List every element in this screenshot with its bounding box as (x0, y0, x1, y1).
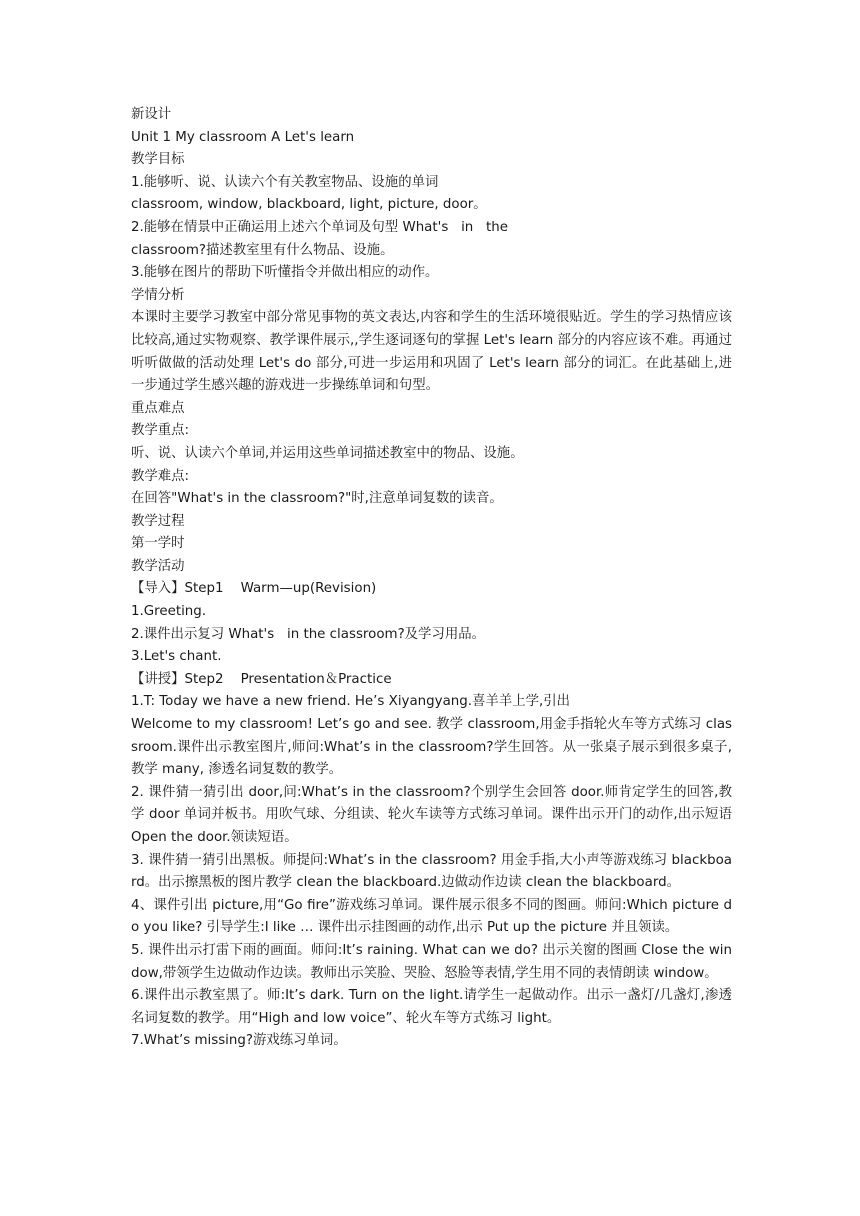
step-2-item-1-line-1: 1.T: Today we have a new friend. He’s Xiyangyang.喜羊羊上学,引出 (131, 694, 571, 710)
analysis-heading: 学情分析 (131, 287, 185, 303)
step-2-item-1-body: Welcome to my classroom! Let’s go and see. 教学 classroom,用金手指轮火车等方式练习 classroom.课件出示教室图片,师问:What’s in the classroom?学生回答。从一张桌子展示到很多桌子,教学 many, 渗透名词复数的教学。 (131, 717, 732, 778)
step-1-item-3: 3.Let's chant. (131, 649, 222, 665)
step-2-item-4: 4、课件引出 picture,用“Go fire”游戏练习单词。课件展示很多不同的图画。师问:Which picture do you like? 引导学生:I like … 课件出示挂图画的动作,出示 Put up the picture 并且领读。 (131, 897, 732, 936)
activities-heading: 教学活动 (131, 558, 185, 574)
keypoints-heading: 重点难点 (131, 400, 185, 416)
analysis-paragraph: 本课时主要学习教室中部分常见事物的英文表达,内容和学生的生活环境很贴近。学生的学习热情应该比较高,通过实物观察、教学课件展示,,学生逐词逐句的掌握 Let's learn 部分的内容应该不难。再通过听听做做的活动处理 Let's do 部分,可进一步运用和巩固了 Let's learn 部分的词汇。在此基础上,进一步通过学生感兴趣的游戏进一步操练单词和句型。 (131, 310, 732, 394)
unit-title: Unit 1 My classroom A Let's learn (131, 129, 355, 145)
process-heading: 教学过程 (131, 513, 185, 529)
period-label: 第一学时 (131, 536, 185, 552)
step-2-item-7: 7.What’s missing?游戏练习单词。 (131, 1033, 347, 1049)
doc-title: 新设计 (131, 107, 172, 122)
step-2-item-2: 2. 课件猜一猜引出 door,问:What’s in the classroom?个别学生会回答 door.师肯定学生的回答,教学 door 单词并板书。用吹气球、分组读、轮火车读等方式练习单词。课件出示开门的动作,出示短语 Open the door.领读短语。 (131, 784, 732, 845)
step-2-item-5: 5. 课件出示打雷下雨的画面。师问:It’s raining. What can we do? 出示关窗的图画 Close the window,带领学生边做动作边读。教师出示笑脸、哭脸、怒脸等表情,学生用不同的表情朗读 window。 (131, 942, 732, 981)
step-2-item-3: 3. 课件猜一猜引出黑板。师提问:What’s in the classroom? 用金手指,大小声等游戏练习 blackboard。出示擦黑板的图片教学 clean the blackboard.边做动作边读 clean the blackboard。 (131, 852, 732, 891)
goal-1-line-2: classroom, window, blackboard, light, picture, door。 (131, 197, 487, 213)
goals-heading: 教学目标 (131, 152, 185, 168)
focus-heading: 教学重点: (131, 423, 190, 439)
goal-2-line-2: classroom?描述教室里有什么物品、设施。 (131, 242, 394, 258)
step-2-heading: 【讲授】Step2 Presentation＆Practice (131, 671, 392, 687)
goal-2-line-1: 2.能够在情景中正确运用上述六个单词及句型 What's in the (131, 219, 509, 235)
step-2-item-6: 6.课件出示教室黑了。师:It’s dark. Turn on the light.请学生一起做动作。出示一盏灯/几盏灯,渗透名词复数的教学。用“High and low voice”、轮火车等方式练习 light。 (131, 988, 732, 1026)
difficulty-heading: 教学难点: (131, 468, 190, 484)
goal-3: 3.能够在图片的帮助下听懂指令并做出相应的动作。 (131, 265, 439, 281)
step-1-item-1: 1.Greeting. (131, 604, 207, 620)
difficulty-text: 在回答"What's in the classroom?"时,注意单词复数的读音。 (131, 491, 503, 507)
step-1-item-2: 2.课件出示复习 What's in the classroom?及学习用品。 (131, 626, 486, 642)
focus-text: 听、说、认读六个单词,并运用这些单词描述教室中的物品、设施。 (131, 445, 524, 461)
step-1-heading: 【导入】Step1 Warm—up(Revision) (131, 581, 377, 597)
goal-1-line-1: 1.能够听、说、认读六个有关教室物品、设施的单词 (131, 174, 439, 190)
